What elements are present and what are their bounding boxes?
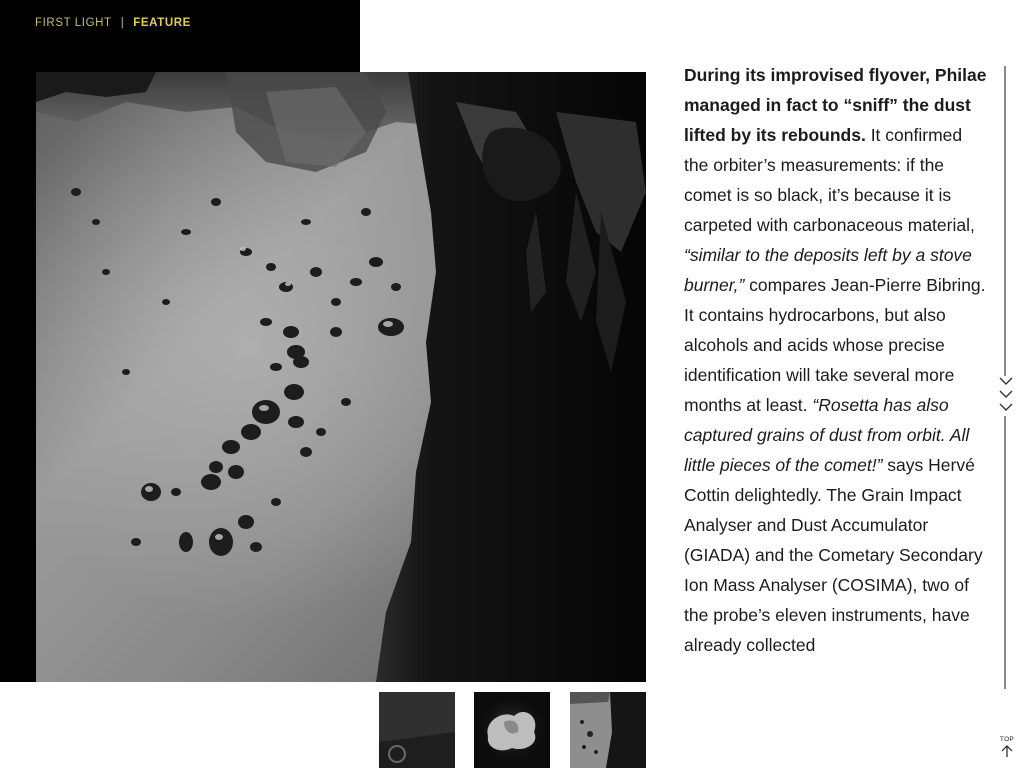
arrow-up-icon — [1001, 744, 1013, 758]
top-label: TOP — [999, 736, 1015, 743]
section-header — [35, 17, 191, 29]
quote-bibring: “similar to the deposits left by a stove burner,” — [684, 245, 972, 295]
photo-left-margin — [0, 0, 36, 682]
article-text — [684, 60, 989, 660]
thumbnail-2[interactable] — [474, 692, 550, 768]
article-paragraph: compares Jean-Pierre Bibring. It contains hydrocarbons, but also alcohols and acids whose precise identification will take several more months at least. — [684, 275, 986, 415]
thumbnail-1[interactable] — [379, 692, 455, 768]
article-paragraph: It confirmed the orbiter’s measurements: if the comet is so black, it’s because it is carpeted with carbonaceous material, — [684, 125, 975, 235]
thumbnail-3[interactable] — [570, 692, 646, 768]
article-paragraph: says Hervé Cottin delightedly. The Grain Impact Analyser and Dust Accumulator (GIADA) and the Cometary Secondary Ion Mass Analyser (COSIMA), two of the probe’s eleven instruments, have already collected — [684, 455, 983, 655]
header-separator: | — [120, 17, 125, 29]
comet-surface-photo[interactable] — [36, 72, 646, 682]
quote-cottin: “Rosetta has also captured grains of dust from orbit. All little pieces of the comet!” — [684, 395, 970, 475]
article-lead: During its improvised flyover, Philae managed in fact to “sniff” the dust lifted by its rebounds. — [684, 65, 987, 145]
section-label[interactable]: FIRST LIGHT — [35, 17, 112, 29]
chevron-down-triple-icon[interactable] — [998, 376, 1014, 416]
feature-label[interactable]: FEATURE — [133, 17, 191, 29]
back-to-top-button[interactable] — [996, 736, 1018, 762]
